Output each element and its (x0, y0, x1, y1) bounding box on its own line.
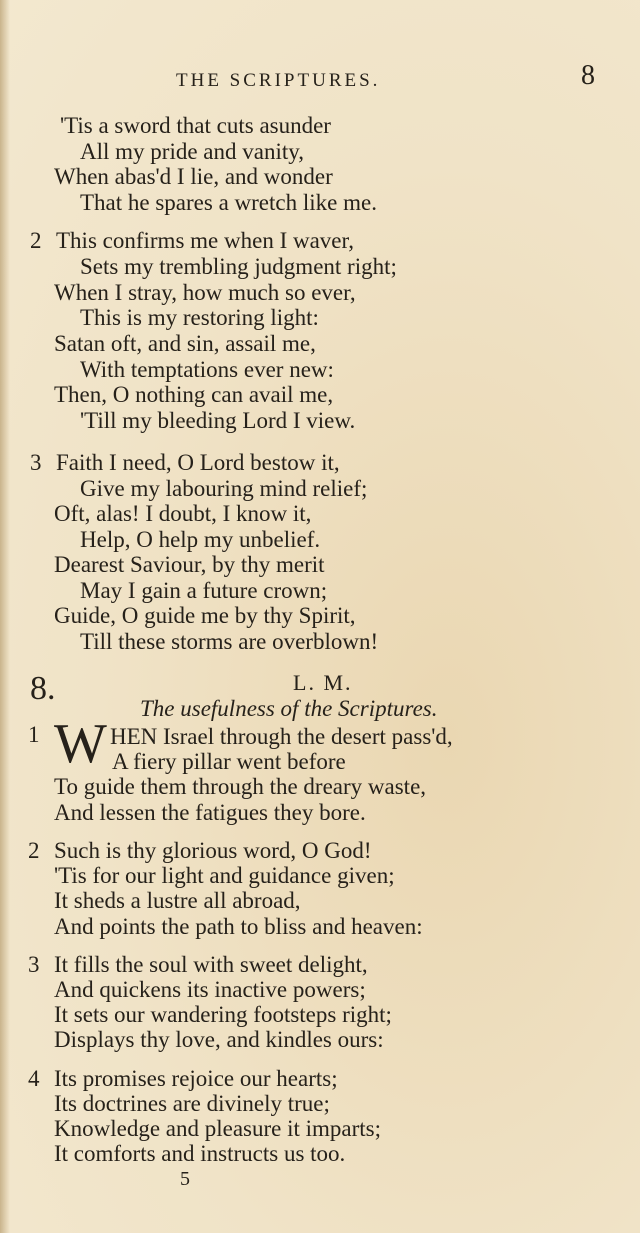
stanza-number: 1 (28, 722, 40, 747)
verse-line: It comforts and instructs us too. (54, 1141, 346, 1166)
hymn-title: The usefulness of the Scriptures. (140, 696, 438, 721)
verse-line: Such is thy glorious word, O God! (54, 838, 372, 863)
stanza-number: 3 (30, 450, 42, 475)
stanza-number: 3 (28, 952, 40, 977)
verse-line: Sets my trembling judgment right; (80, 254, 397, 279)
verse-line: That he spares a wretch like me. (80, 190, 377, 215)
verse-line: When I stray, how much so ever, (54, 280, 356, 305)
verse-line: Dearest Saviour, by thy merit (54, 552, 325, 577)
verse-line: It sheds a lustre all abroad, (54, 888, 301, 913)
stanza-number: 2 (28, 838, 40, 863)
verse-line: May I gain a future crown; (80, 578, 328, 603)
hymn-meter: L. M. (293, 670, 353, 695)
verse-line: Faith I need, O Lord bestow it, (56, 450, 340, 475)
stanza-number: 4 (28, 1066, 40, 1091)
verse-line: And lessen the fatigues they bore. (54, 800, 366, 825)
verse-line: Displays thy love, and kindles ours: (54, 1027, 384, 1052)
verse-line: And points the path to bliss and heaven: (54, 914, 423, 939)
verse-line: Then, O nothing can avail me, (54, 382, 334, 407)
hymn-number: 8. (30, 670, 56, 707)
verse-line: When abas'd I lie, and wonder (54, 164, 333, 189)
verse-line: To guide them through the dreary waste, (54, 774, 427, 799)
stanza-number: 2 (30, 228, 42, 253)
verse-line: It sets our wandering footsteps right; (54, 1002, 392, 1027)
verse-line: HEN Israel through the desert pass'd, (110, 724, 453, 749)
verse-line: Help, O help my unbelief. (80, 527, 321, 552)
verse-line: A fiery pillar went before (112, 749, 346, 774)
verse-line: Give my labouring mind relief; (80, 476, 368, 501)
drop-cap: W (54, 713, 107, 775)
verse-line: With temptations ever new: (80, 357, 334, 382)
verse-line: All my pride and vanity, (80, 139, 304, 164)
verse-line: Till these storms are overblown! (80, 629, 379, 654)
signature-mark: 5 (180, 1168, 190, 1190)
verse-line: 'Tis a sword that cuts asunder (60, 113, 331, 138)
verse-line: Its doctrines are divinely true; (54, 1091, 330, 1116)
verse-line: 'Till my bleeding Lord I view. (80, 408, 356, 433)
page-gutter-shadow (0, 0, 10, 1233)
verse-line: And quickens its inactive powers; (54, 977, 366, 1002)
verse-line: Knowledge and pleasure it imparts; (54, 1116, 382, 1141)
verse-line: Guide, O guide me by thy Spirit, (54, 603, 356, 628)
verse-line: Satan oft, and sin, assail me, (54, 331, 316, 356)
verse-line: Oft, alas! I doubt, I know it, (54, 501, 312, 526)
running-head: THE SCRIPTURES. (176, 70, 381, 91)
verse-line: This confirms me when I waver, (56, 228, 354, 253)
verse-line: This is my restoring light: (80, 305, 319, 330)
verse-line: It fills the soul with sweet delight, (54, 952, 368, 977)
verse-line: Its promises rejoice our hearts; (54, 1066, 338, 1091)
page-number: 8 (581, 60, 595, 91)
verse-line: 'Tis for our light and guidance given; (54, 863, 395, 888)
